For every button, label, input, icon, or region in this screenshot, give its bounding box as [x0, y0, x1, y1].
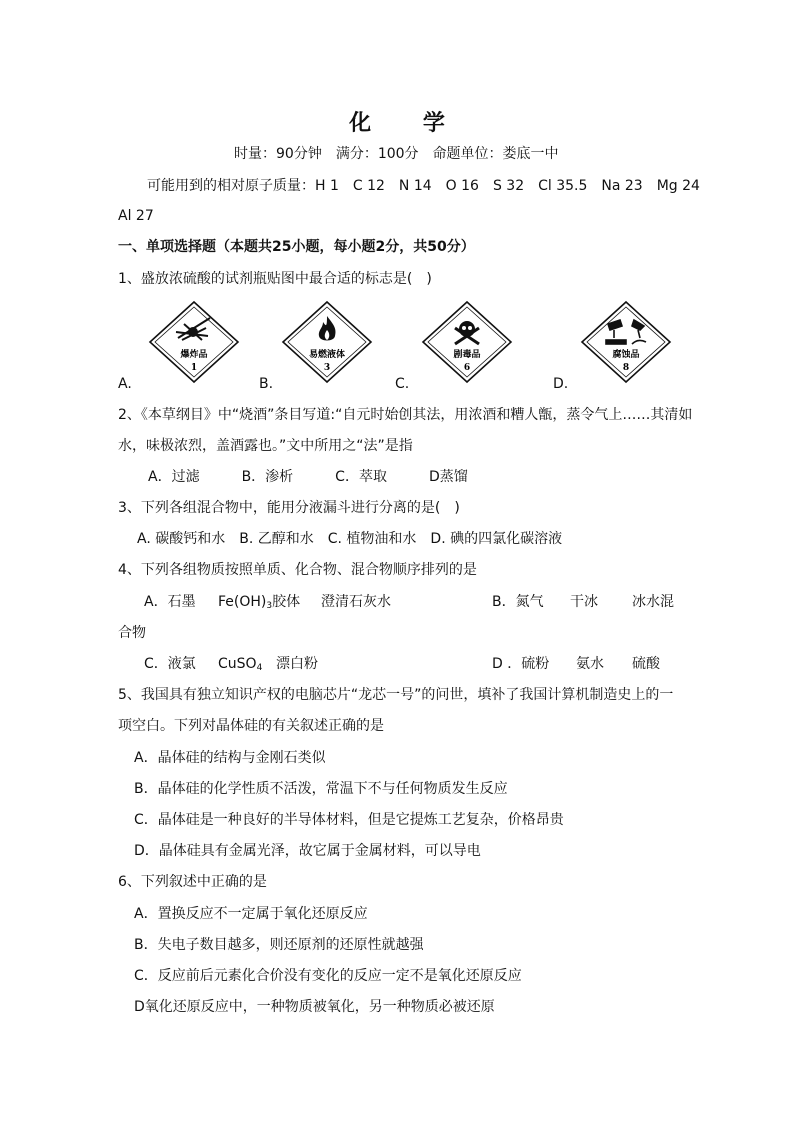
sign-a-number: 1: [190, 363, 198, 373]
q4-b-compound: 干冰: [570, 594, 598, 610]
sign-c-caption: 剧毒品: [453, 350, 481, 360]
page-title: 化 学: [349, 110, 467, 136]
explosive-hazard-sign: [148, 300, 240, 384]
atomic-mass-line-cont: Al 27: [118, 208, 154, 224]
exam-meta: 时量：90分钟 满分：100分 命题单位：娄底一中: [234, 146, 559, 162]
q6-option-b: B．失电子数目越多，则还原剂的还原性就越强: [134, 937, 424, 953]
question-5-stem: 5、我国具有独立知识产权的电脑芯片“龙芯一号”的问世，填补了我国计算机制造史上的一: [118, 687, 674, 703]
q4-d-mixture: 硫酸: [632, 656, 660, 672]
option-a-label: A.: [118, 376, 132, 392]
q4-a-label: A．石墨: [144, 594, 196, 610]
q6-option-a: A．置换反应不一定属于氧化还原反应: [134, 906, 368, 922]
question-2-stem: 2、《本草纲目》中“烧酒”条目写道:“自元时始创其法，用浓酒和糟人甑，蒸令气上……其清如: [118, 407, 693, 423]
option-d-label: D.: [553, 376, 569, 392]
question-6-stem: 6、下列叙述中正确的是: [118, 874, 267, 890]
question-1-stem: 1、盛放浓硫酸的试剂瓶贴图中最合适的标志是( ): [118, 271, 432, 287]
q4-b-label: B．氮气: [492, 594, 544, 610]
question-2-options: A．过滤 B．渗析 C．萃取 D蒸馏: [148, 469, 468, 485]
q4-b-mixture: 冰水混: [632, 594, 674, 610]
sign-d-number: 8: [622, 363, 630, 373]
sign-a-caption: 爆炸品: [180, 350, 208, 360]
q5-option-d: D．晶体硅具有金属光泽，故它属于金属材料，可以导电: [134, 843, 481, 859]
q5-option-a: A．晶体硅的结构与金刚石类似: [134, 750, 326, 766]
q5-option-c: C．晶体硅是一种良好的半导体材料，但是它提炼工艺复杂，价格昂贵: [134, 812, 564, 828]
q5-option-b: B．晶体硅的化学性质不活泼，常温下不与任何物质发生反应: [134, 781, 508, 797]
q4-d-label: D ．硫粉: [492, 656, 550, 672]
section-heading: 一、单项选择题（本题共25小题，每小题2分，共50分）: [118, 239, 475, 255]
q4-b-mixture-cont: 合物: [118, 625, 146, 641]
question-3-options: A. 碳酸钙和水 B. 乙醇和水 C. 植物油和水 D. 碘的四氯化碳溶液: [137, 531, 563, 547]
flammable-liquid-sign: [281, 300, 373, 384]
q4-c-compound: CuSO$_4$: [218, 656, 263, 673]
q4-a-compound: $Fe(OH)_3$胶体: [218, 594, 301, 611]
question-3-stem: 3、下列各组混合物中，能用分液漏斗进行分离的是( ): [118, 500, 460, 516]
q4-c-label: C．液氯: [144, 656, 196, 672]
question-5-stem-cont: 项空白。下列对晶体硅的有关叙述正确的是: [118, 718, 384, 734]
q4-d-compound: 氨水: [576, 656, 604, 672]
q4-c-mixture: 漂白粉: [276, 656, 318, 672]
sign-d-caption: 腐蚀品: [612, 350, 640, 360]
corrosive-hazard-sign: [580, 300, 672, 384]
option-b-label: B.: [259, 376, 274, 392]
sign-b-caption: 易燃液体: [308, 350, 346, 360]
question-4-stem: 4、下列各组物质按照单质、化合物、混合物顺序排列的是: [118, 562, 477, 578]
question-2-stem-cont: 水，味极浓烈，盖酒露也。”文中所用之“法”是指: [118, 438, 413, 454]
sign-c-number: 6: [463, 363, 471, 373]
q6-option-d: D氧化还原反应中，一种物质被氧化，另一种物质必被还原: [134, 999, 495, 1015]
q4-a-mixture: 澄清石灰水: [321, 594, 391, 610]
atomic-mass-line: 可能用到的相对原子质量：H 1 C 12 N 14 O 16 S 32 Cl 35.5 Na 23 Mg 24: [147, 178, 700, 194]
sign-b-number: 3: [323, 363, 331, 373]
toxic-hazard-sign: [421, 300, 513, 384]
q6-option-c: C．反应前后元素化合价没有变化的反应一定不是氧化还原反应: [134, 968, 522, 984]
option-c-label: C.: [395, 376, 410, 392]
